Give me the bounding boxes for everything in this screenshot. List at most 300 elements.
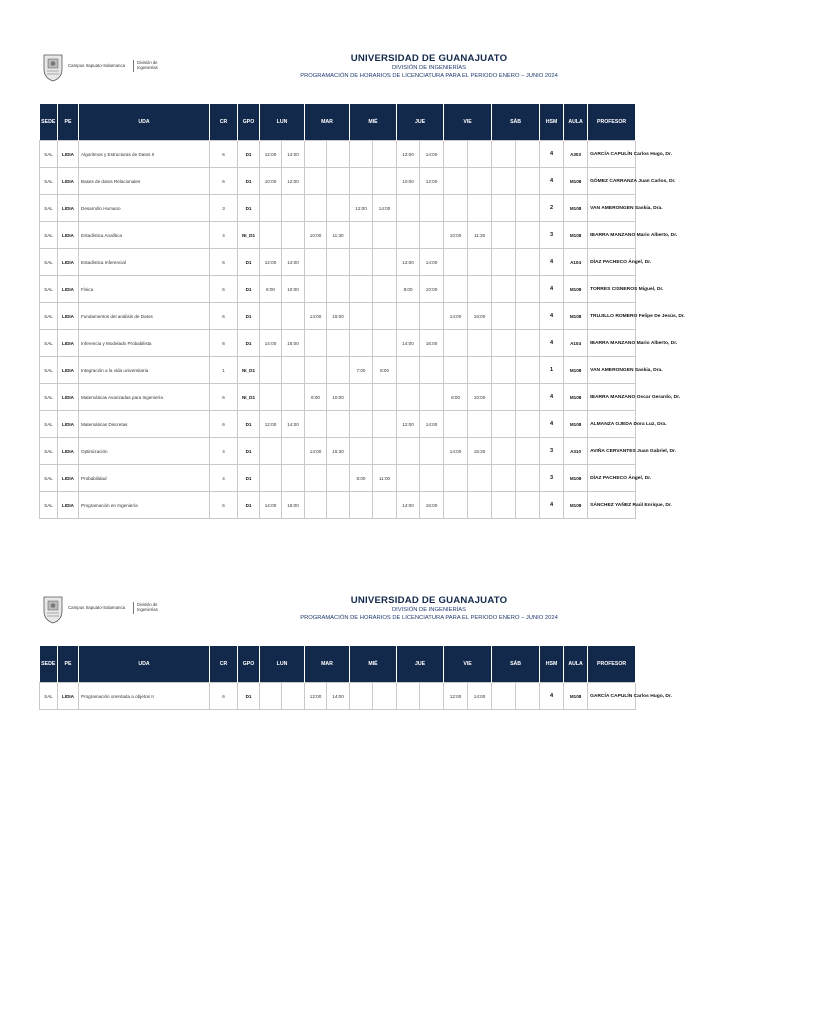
uda-cell: Programación orientada a objetos II xyxy=(79,683,210,710)
sab-end-cell xyxy=(516,438,540,465)
sede-cell: SAL xyxy=(40,357,58,384)
col-sab: SÁB xyxy=(492,646,540,683)
jue-start-cell xyxy=(397,357,420,384)
hsm-cell: 3 xyxy=(540,465,564,492)
lun-start-cell: 14:00 xyxy=(260,330,282,357)
sab-start-cell xyxy=(492,168,516,195)
vie-end-cell: 11:30 xyxy=(468,222,492,249)
profesor-cell: GARCÍA CAPULÍN Carlos Hugo, Dr. xyxy=(588,683,636,710)
mar-start-cell: 12:00 xyxy=(305,683,327,710)
profesor-cell: TRUJILLO ROMERO Felipe De Jesús, Dr. xyxy=(588,303,636,330)
lun-end-cell xyxy=(282,465,305,492)
jue-end-cell: 14:00 xyxy=(420,141,444,168)
vie-start-cell xyxy=(444,195,468,222)
vie-end-cell: 15:30 xyxy=(468,438,492,465)
sede-cell: SAL xyxy=(40,683,58,710)
jue-start-cell: 12:00 xyxy=(397,141,420,168)
vie-start-cell xyxy=(444,276,468,303)
mar-start-cell xyxy=(305,330,327,357)
sede-cell: SAL xyxy=(40,384,58,411)
university-title: UNIVERSIDAD DE GUANAJUATO xyxy=(350,53,508,64)
profesor-cell: GARCÍA CAPULÍN Carlos Hugo, Dr. xyxy=(588,141,636,168)
aula-cell: M108 xyxy=(564,303,588,330)
pe-cell: LIDIA xyxy=(58,195,79,222)
jue-end-cell: 14:00 xyxy=(420,411,444,438)
uda-cell: Algoritmos y Estructuras de Datos II xyxy=(79,141,210,168)
aula-cell: M108 xyxy=(564,411,588,438)
cr-cell: 4 xyxy=(210,465,238,492)
hsm-cell: 4 xyxy=(540,168,564,195)
jue-end-cell: 12:00 xyxy=(420,168,444,195)
col-pe: PE xyxy=(58,104,79,141)
mie-end-cell xyxy=(373,411,397,438)
gpo-cell: D1 xyxy=(238,141,260,168)
pe-cell: LIDIA xyxy=(58,683,79,710)
table-body xyxy=(40,683,730,710)
cr-cell: 6 xyxy=(210,303,238,330)
vie-end-cell xyxy=(468,249,492,276)
sab-start-cell xyxy=(492,438,516,465)
profesor-cell: VAN AMERONGEN Saskia, Dra. xyxy=(588,195,636,222)
hsm-cell: 4 xyxy=(540,411,564,438)
col-pe: PE xyxy=(58,646,79,683)
pe-cell: LIDIA xyxy=(58,492,79,519)
pe-cell: LIDIA xyxy=(58,357,79,384)
mie-end-cell xyxy=(373,303,397,330)
aula-cell: A104 xyxy=(564,249,588,276)
vie-start-cell: 12:00 xyxy=(444,683,468,710)
mie-end-cell xyxy=(373,683,397,710)
pe-cell: LIDIA xyxy=(58,222,79,249)
vie-start-cell xyxy=(444,492,468,519)
university-title: UNIVERSIDAD DE GUANAJUATO xyxy=(350,595,508,606)
pe-cell: LIDIA xyxy=(58,141,79,168)
lun-start-cell: 12:00 xyxy=(260,249,282,276)
aula-cell: M108 xyxy=(564,384,588,411)
jue-end-cell xyxy=(420,384,444,411)
schedule-table xyxy=(39,646,730,710)
lun-start-cell: 12:00 xyxy=(260,411,282,438)
mar-end-cell xyxy=(327,330,350,357)
jue-end-cell xyxy=(420,683,444,710)
sede-cell: SAL xyxy=(40,195,58,222)
sab-end-cell xyxy=(516,465,540,492)
sab-start-cell xyxy=(492,303,516,330)
mar-start-cell xyxy=(305,357,327,384)
sab-end-cell xyxy=(516,492,540,519)
vie-start-cell xyxy=(444,168,468,195)
mar-start-cell xyxy=(305,168,327,195)
mar-start-cell xyxy=(305,492,327,519)
lun-end-cell xyxy=(282,438,305,465)
profesor-cell: IBARRA MANZANO Mario Alberto, Dr. xyxy=(588,222,636,249)
profesor-cell: AVIÑA CERVANTES Juan Gabriel, Dr. xyxy=(588,438,636,465)
gpo-cell: D1 xyxy=(238,683,260,710)
sab-end-cell xyxy=(516,222,540,249)
mie-end-cell: 11:00 xyxy=(373,465,397,492)
cr-cell: 6 xyxy=(210,141,238,168)
mie-start-cell xyxy=(350,330,373,357)
sab-end-cell xyxy=(516,357,540,384)
gpo-cell: D1 xyxy=(238,438,260,465)
uda-cell: Optimización xyxy=(79,438,210,465)
hsm-cell: 4 xyxy=(540,141,564,168)
gpo-cell: D1 xyxy=(238,492,260,519)
col-lun: LUN xyxy=(260,104,305,141)
table-row xyxy=(40,276,730,303)
cr-cell: 4 xyxy=(210,438,238,465)
aula-cell: M108 xyxy=(564,222,588,249)
mie-start-cell xyxy=(350,276,373,303)
pe-cell: LIDIA xyxy=(58,411,79,438)
profesor-cell: DÍAZ PACHECO Ángel, Dr. xyxy=(588,465,636,492)
page-header xyxy=(39,52,729,104)
schedule-page-2 xyxy=(39,594,729,710)
vie-end-cell xyxy=(468,195,492,222)
pe-cell: LIDIA xyxy=(58,276,79,303)
sede-cell: SAL xyxy=(40,222,58,249)
col-mie: MIÉ xyxy=(350,646,397,683)
schedule-table xyxy=(39,104,730,519)
jue-start-cell xyxy=(397,222,420,249)
division-logo-text: División de Ingenierías xyxy=(137,602,158,612)
jue-end-cell xyxy=(420,438,444,465)
aula-cell: M108 xyxy=(564,168,588,195)
vie-end-cell xyxy=(468,492,492,519)
mar-start-cell: 14:00 xyxy=(305,303,327,330)
col-jue: JUE xyxy=(397,646,444,683)
sede-cell: SAL xyxy=(40,465,58,492)
table-row xyxy=(40,683,730,710)
mar-start-cell xyxy=(305,141,327,168)
jue-start-cell: 14:00 xyxy=(397,330,420,357)
lun-end-cell: 16:00 xyxy=(282,492,305,519)
sede-cell: SAL xyxy=(40,411,58,438)
mar-start-cell: 14:00 xyxy=(305,438,327,465)
vie-start-cell xyxy=(444,465,468,492)
table-row xyxy=(40,303,730,330)
cr-cell: 6 xyxy=(210,683,238,710)
col-gpo: GPO xyxy=(238,646,260,683)
col-vie: VIE xyxy=(444,646,492,683)
lun-end-cell: 12:00 xyxy=(282,168,305,195)
hsm-cell: 3 xyxy=(540,222,564,249)
cr-cell: 6 xyxy=(210,249,238,276)
mar-start-cell xyxy=(305,249,327,276)
col-hsm: HSM xyxy=(540,104,564,141)
mie-end-cell xyxy=(373,438,397,465)
cr-cell: 6 xyxy=(210,384,238,411)
hsm-cell: 4 xyxy=(540,303,564,330)
sab-start-cell xyxy=(492,357,516,384)
hsm-cell: 1 xyxy=(540,357,564,384)
vie-start-cell: 14:00 xyxy=(444,303,468,330)
cr-cell: 4 xyxy=(210,222,238,249)
profesor-cell: SÁNCHEZ YAÑEZ Raúl Enrique, Dr. xyxy=(588,492,636,519)
sede-cell: SAL xyxy=(40,276,58,303)
vie-start-cell xyxy=(444,330,468,357)
uda-cell: Física xyxy=(79,276,210,303)
col-mie: MIÉ xyxy=(350,104,397,141)
mar-end-cell xyxy=(327,357,350,384)
table-row xyxy=(40,222,730,249)
hsm-cell: 4 xyxy=(540,683,564,710)
mie-end-cell xyxy=(373,330,397,357)
jue-start-cell xyxy=(397,384,420,411)
lun-end-cell: 10:00 xyxy=(282,276,305,303)
gpo-cell: NI_D1 xyxy=(238,222,260,249)
mie-end-cell xyxy=(373,492,397,519)
col-aula: AULA xyxy=(564,104,588,141)
mar-start-cell xyxy=(305,195,327,222)
vie-end-cell xyxy=(468,276,492,303)
program-title: PROGRAMACIÓN DE HORARIOS DE LICENCIATURA PARA EL PERIODO ENERO – JUNIO 2024 xyxy=(300,73,558,79)
mar-start-cell xyxy=(305,411,327,438)
mar-start-cell xyxy=(305,465,327,492)
vie-end-cell xyxy=(468,168,492,195)
schedule-page-1 xyxy=(39,52,729,519)
uda-cell: Matemáticas Avanzadas para Ingeniería xyxy=(79,384,210,411)
table-row xyxy=(40,330,730,357)
pe-cell: LIDIA xyxy=(58,330,79,357)
mar-end-cell xyxy=(327,249,350,276)
sab-start-cell xyxy=(492,222,516,249)
lun-end-cell: 14:00 xyxy=(282,249,305,276)
mie-start-cell xyxy=(350,683,373,710)
lun-end-cell: 14:00 xyxy=(282,141,305,168)
gpo-cell: NI_D1 xyxy=(238,384,260,411)
profesor-cell: VAN AMERONGEN Saskia, Dra. xyxy=(588,357,636,384)
sab-end-cell xyxy=(516,411,540,438)
sede-cell: SAL xyxy=(40,141,58,168)
table-row xyxy=(40,141,730,168)
lun-start-cell xyxy=(260,384,282,411)
lun-end-cell xyxy=(282,357,305,384)
mar-end-cell xyxy=(327,168,350,195)
table-row xyxy=(40,438,730,465)
uda-cell: Estadística Analítica xyxy=(79,222,210,249)
col-cr: CR xyxy=(210,646,238,683)
cr-cell: 3 xyxy=(210,195,238,222)
jue-start-cell xyxy=(397,438,420,465)
cr-cell: 1 xyxy=(210,357,238,384)
mar-end-cell xyxy=(327,411,350,438)
gpo-cell: D1 xyxy=(238,168,260,195)
aula-cell: A104 xyxy=(564,330,588,357)
sab-end-cell xyxy=(516,276,540,303)
mie-end-cell: 14:00 xyxy=(373,195,397,222)
lun-end-cell: 14:00 xyxy=(282,411,305,438)
gpo-cell: NI_D1 xyxy=(238,357,260,384)
aula-cell: M108 xyxy=(564,195,588,222)
col-profesor: PROFESOR xyxy=(588,104,636,141)
header-titles xyxy=(39,594,819,622)
hsm-cell: 2 xyxy=(540,195,564,222)
table-row xyxy=(40,411,730,438)
col-cr: CR xyxy=(210,104,238,141)
sab-start-cell xyxy=(492,411,516,438)
jue-end-cell: 16:00 xyxy=(420,492,444,519)
mie-start-cell xyxy=(350,141,373,168)
profesor-cell: ALMANZA OJEDA Dora Luz, Dra. xyxy=(588,411,636,438)
table-row xyxy=(40,195,730,222)
vie-start-cell xyxy=(444,357,468,384)
vie-start-cell xyxy=(444,141,468,168)
col-uda: UDA xyxy=(79,646,210,683)
lun-start-cell xyxy=(260,683,282,710)
jue-end-cell xyxy=(420,357,444,384)
jue-end-cell xyxy=(420,195,444,222)
lun-start-cell xyxy=(260,195,282,222)
aula-cell: A303 xyxy=(564,141,588,168)
sede-cell: SAL xyxy=(40,303,58,330)
lun-start-cell: 12:00 xyxy=(260,141,282,168)
col-uda: UDA xyxy=(79,104,210,141)
aula-cell: M108 xyxy=(564,492,588,519)
profesor-cell: IBARRA MANZANO Mario Alberto, Dr. xyxy=(588,330,636,357)
pe-cell: LIDIA xyxy=(58,465,79,492)
mar-end-cell: 14:00 xyxy=(327,683,350,710)
vie-end-cell xyxy=(468,141,492,168)
mie-start-cell xyxy=(350,438,373,465)
col-hsm: HSM xyxy=(540,646,564,683)
col-jue: JUE xyxy=(397,104,444,141)
table-row xyxy=(40,249,730,276)
col-profesor: PROFESOR xyxy=(588,646,636,683)
mie-start-cell xyxy=(350,249,373,276)
vie-end-cell xyxy=(468,357,492,384)
mar-end-cell: 16:00 xyxy=(327,303,350,330)
lun-end-cell xyxy=(282,384,305,411)
lun-start-cell: 14:00 xyxy=(260,492,282,519)
col-mar: MAR xyxy=(305,104,350,141)
pe-cell: LIDIA xyxy=(58,168,79,195)
uda-cell: Matemáticas Discretas xyxy=(79,411,210,438)
gpo-cell: D1 xyxy=(238,276,260,303)
sab-start-cell xyxy=(492,492,516,519)
table-row xyxy=(40,168,730,195)
gpo-cell: D1 xyxy=(238,195,260,222)
sab-start-cell xyxy=(492,141,516,168)
jue-end-cell xyxy=(420,222,444,249)
sab-start-cell xyxy=(492,683,516,710)
sab-start-cell xyxy=(492,465,516,492)
vie-end-cell xyxy=(468,330,492,357)
aula-cell: M108 xyxy=(564,357,588,384)
mie-end-cell xyxy=(373,384,397,411)
sab-end-cell xyxy=(516,384,540,411)
jue-end-cell: 14:00 xyxy=(420,249,444,276)
division-title: DIVISIÓN DE INGENIERÍAS xyxy=(391,65,467,71)
sab-start-cell xyxy=(492,384,516,411)
lun-start-cell xyxy=(260,303,282,330)
sede-cell: SAL xyxy=(40,492,58,519)
campus-name: Campus Irapuato-Salamanca xyxy=(68,605,126,610)
mie-start-cell xyxy=(350,411,373,438)
campus-name: Campus Irapuato-Salamanca xyxy=(68,63,126,68)
jue-end-cell: 16:00 xyxy=(420,330,444,357)
table-row xyxy=(40,384,730,411)
aula-cell: M108 xyxy=(564,683,588,710)
mar-end-cell: 15:30 xyxy=(327,438,350,465)
lun-start-cell xyxy=(260,222,282,249)
uda-cell: Fundamentos del análisis de Datos xyxy=(79,303,210,330)
pe-cell: LIDIA xyxy=(58,384,79,411)
sab-end-cell xyxy=(516,168,540,195)
uda-cell: Integración a la vida universitaria xyxy=(79,357,210,384)
jue-start-cell: 8:00 xyxy=(397,276,420,303)
aula-cell: A310 xyxy=(564,438,588,465)
lun-start-cell: 10:00 xyxy=(260,168,282,195)
lun-end-cell xyxy=(282,303,305,330)
col-vie: VIE xyxy=(444,104,492,141)
jue-start-cell: 10:00 xyxy=(397,168,420,195)
mar-end-cell xyxy=(327,465,350,492)
mie-end-cell xyxy=(373,276,397,303)
mie-start-cell xyxy=(350,222,373,249)
lun-end-cell: 16:00 xyxy=(282,330,305,357)
jue-start-cell xyxy=(397,465,420,492)
mie-end-cell: 8:00 xyxy=(373,357,397,384)
table-row xyxy=(40,465,730,492)
profesor-cell: DÍAZ PACHECO Ángel, Dr. xyxy=(588,249,636,276)
jue-start-cell: 14:00 xyxy=(397,492,420,519)
pe-cell: LIDIA xyxy=(58,303,79,330)
vie-start-cell: 8:00 xyxy=(444,384,468,411)
mie-end-cell xyxy=(373,249,397,276)
jue-end-cell xyxy=(420,465,444,492)
table-row xyxy=(40,357,730,384)
vie-start-cell xyxy=(444,249,468,276)
vie-end-cell: 16:00 xyxy=(468,303,492,330)
jue-start-cell xyxy=(397,195,420,222)
mie-end-cell xyxy=(373,222,397,249)
hsm-cell: 4 xyxy=(540,249,564,276)
sab-start-cell xyxy=(492,249,516,276)
col-lun: LUN xyxy=(260,646,305,683)
table-body xyxy=(40,141,730,519)
lun-start-cell xyxy=(260,438,282,465)
uda-cell: Bases de datos Relacionales xyxy=(79,168,210,195)
mie-end-cell xyxy=(373,168,397,195)
hsm-cell: 4 xyxy=(540,384,564,411)
uda-cell: Programación en Ingeniería xyxy=(79,492,210,519)
lun-start-cell xyxy=(260,357,282,384)
mie-start-cell: 7:00 xyxy=(350,357,373,384)
sede-cell: SAL xyxy=(40,249,58,276)
jue-start-cell xyxy=(397,683,420,710)
cr-cell: 6 xyxy=(210,492,238,519)
sab-end-cell xyxy=(516,303,540,330)
lun-start-cell xyxy=(260,465,282,492)
division-title: DIVISIÓN DE INGENIERÍAS xyxy=(391,607,467,613)
aula-cell: M108 xyxy=(564,465,588,492)
mie-start-cell: 12:00 xyxy=(350,195,373,222)
sede-cell: SAL xyxy=(40,438,58,465)
col-gpo: GPO xyxy=(238,104,260,141)
profesor-cell: TORRES CISNEROS Miguel, Dr. xyxy=(588,276,636,303)
sab-start-cell xyxy=(492,195,516,222)
sede-cell: SAL xyxy=(40,330,58,357)
cr-cell: 6 xyxy=(210,276,238,303)
col-mar: MAR xyxy=(305,646,350,683)
hsm-cell: 4 xyxy=(540,330,564,357)
mie-end-cell xyxy=(373,141,397,168)
table-header-row xyxy=(40,646,730,683)
table-row xyxy=(40,492,730,519)
col-sede: SEDE xyxy=(40,104,58,141)
mie-start-cell xyxy=(350,303,373,330)
